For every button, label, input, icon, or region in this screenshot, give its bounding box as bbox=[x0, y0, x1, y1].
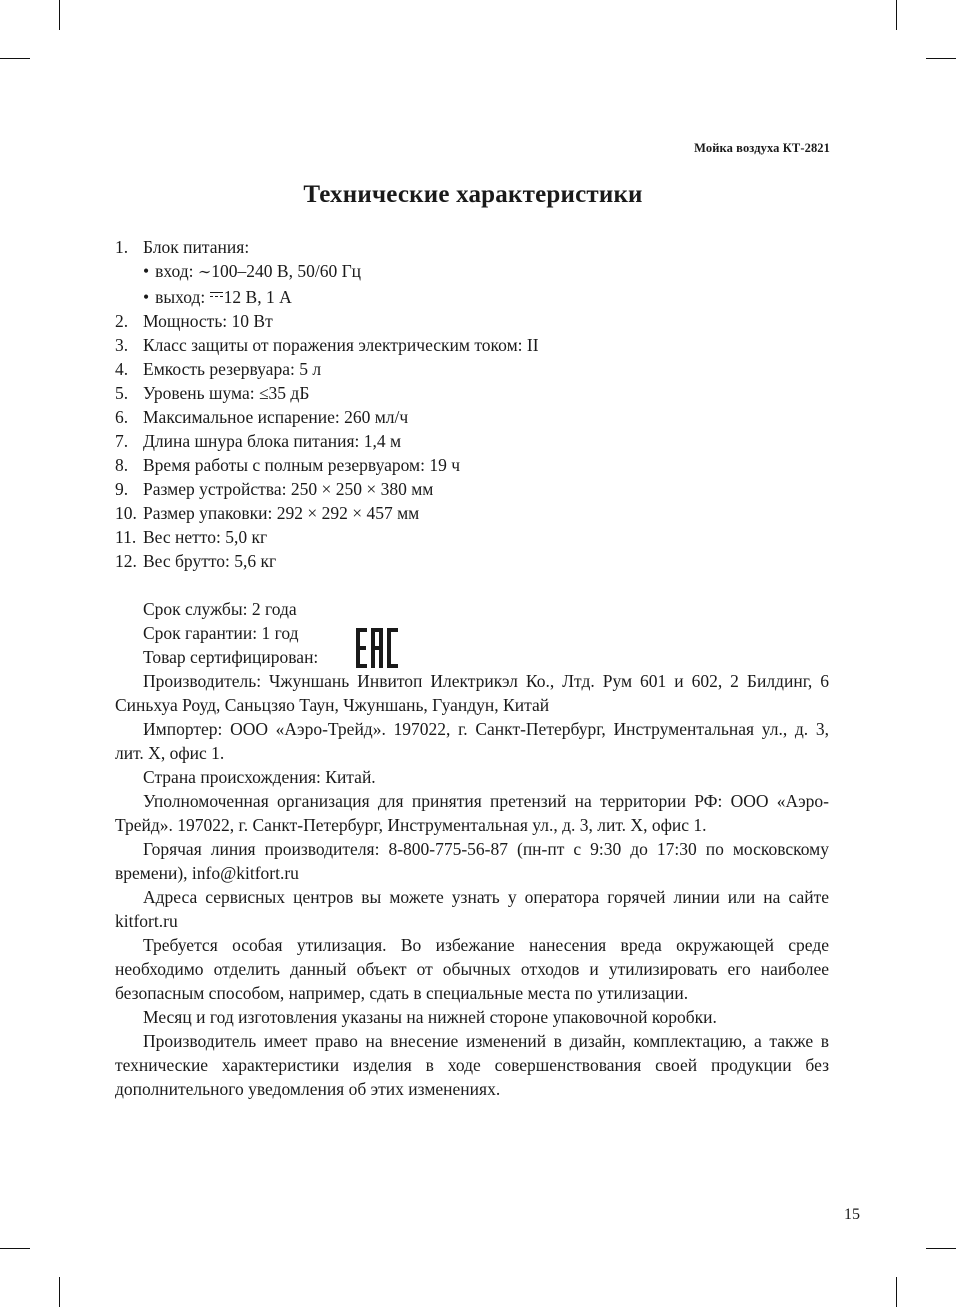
spec-item bbox=[115, 453, 829, 477]
spec-number: 10. bbox=[115, 503, 137, 523]
running-header: Мойка воздуха КТ-2821 bbox=[694, 141, 830, 155]
spec-number: 6. bbox=[115, 407, 129, 427]
spec-text: Вес брутто: 5,6 кг bbox=[143, 551, 277, 571]
crop-mark-top-left-horizontal bbox=[0, 58, 30, 59]
certified-label: Товар сертифицирован: bbox=[143, 647, 319, 667]
spec-item bbox=[115, 429, 829, 453]
power-output-label: выход: bbox=[155, 287, 206, 307]
spec-list bbox=[115, 235, 829, 259]
spec-text: Размер устройства: 250 × 250 × 380 мм bbox=[143, 479, 434, 499]
spec-item bbox=[115, 357, 829, 381]
crop-mark-bottom-left-horizontal bbox=[0, 1248, 30, 1249]
warranty: Срок гарантии: 1 год bbox=[143, 623, 299, 643]
crop-mark-top-left-vertical bbox=[59, 0, 60, 30]
spec-text: Уровень шума: ≤35 дБ bbox=[143, 383, 310, 403]
spec-item bbox=[115, 525, 829, 549]
power-input-label: вход: bbox=[155, 261, 194, 281]
power-input-value: 100–240 В, 50/60 Гц bbox=[211, 261, 362, 281]
spec-text: Максимальное испарение: 260 мл/ч bbox=[143, 407, 409, 427]
spec-number: 11. bbox=[115, 527, 137, 547]
spec-number: 3. bbox=[115, 335, 129, 355]
bullet: • bbox=[143, 287, 150, 307]
spec-text: Длина шнура блока питания: 1,4 м bbox=[143, 431, 402, 451]
power-input-item bbox=[115, 259, 829, 285]
service-life: Срок службы: 2 года bbox=[143, 599, 297, 619]
bullet: • bbox=[143, 261, 150, 281]
manufacture-date: Месяц и год изготовления указаны на нижней стороне упаковочной коробки. bbox=[143, 1007, 717, 1027]
spec-number: 9. bbox=[115, 479, 129, 499]
power-output-item bbox=[115, 285, 829, 309]
spec-item bbox=[115, 333, 829, 357]
hotline: Горячая линия производителя: 8-800-775-56-87 (пн-пт с 9:30 до 17:30 по московскому времени), info@kitfort.ru bbox=[115, 839, 829, 883]
spec-text: Мощность: 10 Вт bbox=[143, 311, 273, 331]
certification-row bbox=[115, 645, 829, 669]
spacer bbox=[115, 573, 829, 597]
spec-number: 8. bbox=[115, 455, 129, 475]
spec-number: 5. bbox=[115, 383, 129, 403]
document-body bbox=[115, 235, 829, 1101]
spec-text: Емкость резервуара: 5 л bbox=[143, 359, 322, 379]
spec-item bbox=[115, 501, 829, 525]
spec-number: 1. bbox=[115, 237, 129, 257]
spec-text: Класс защиты от поражения электрическим током: II bbox=[143, 335, 539, 355]
disposal-notice: Требуется особая утилизация. Во избежание нанесения вреда окружающей среде необходимо отделить данный объект от обычных отходов и утилизировать его наиболее безопасным способом, например, сдать в специальные места по утилизации. bbox=[115, 935, 829, 1003]
spec-number: 2. bbox=[115, 311, 129, 331]
service-centers: Адреса сервисных центров вы можете узнать у оператора горячей линии или на сайте kitfort.ru bbox=[115, 887, 829, 931]
claims-organization: Уполномоченная организация для принятия претензий на территории РФ: ООО «Аэро-Трейд». 197022, г. Санкт-Петербург, Инструментальная ул., д. 3, лит. Х, офис 1. bbox=[115, 791, 829, 835]
manufacturer: Производитель: Чжуншань Инвитоп Илектрикэл Ко., Лтд. Рум 601 и 602, 2 Билдинг, 6 Синьхуа Роуд, Саньцзяо Таун, Чжуншань, Гуандун, Китай bbox=[115, 671, 829, 715]
power-sub-list bbox=[115, 259, 829, 309]
spec-number: 4. bbox=[115, 359, 129, 379]
spec-number: 7. bbox=[115, 431, 129, 451]
changes-notice: Производитель имеет право на внесение изменений в дизайн, комплектацию, а также в технические характеристики изделия в ходе совершенствования своей продукции без дополнительного уведомления об этих изменениях. bbox=[115, 1031, 829, 1099]
spec-item bbox=[115, 309, 829, 333]
spec-item bbox=[115, 477, 829, 501]
ac-symbol-icon: ∼ bbox=[197, 264, 212, 281]
spec-item bbox=[115, 549, 829, 573]
page-number: 15 bbox=[844, 1206, 860, 1223]
spec-number: 12. bbox=[115, 551, 137, 571]
spec-list-continued bbox=[115, 309, 829, 573]
spec-text: Время работы с полным резервуаром: 19 ч bbox=[143, 455, 461, 475]
spec-item-power-supply bbox=[115, 235, 829, 259]
crop-mark-top-right-horizontal bbox=[926, 58, 956, 59]
importer: Импортер: ООО «Аэро-Трейд». 197022, г. Санкт-Петербург, Инструментальная ул., д. 3, лит. Х, офис 1. bbox=[115, 719, 829, 763]
crop-mark-bottom-right-vertical bbox=[896, 1277, 897, 1307]
spec-text: Блок питания: bbox=[143, 237, 250, 257]
power-output-value: 12 В, 1 А bbox=[223, 287, 292, 307]
country-of-origin: Страна происхождения: Китай. bbox=[143, 767, 376, 787]
page-title: Технические характеристики bbox=[303, 181, 643, 208]
eac-mark-icon bbox=[356, 628, 398, 668]
dc-symbol-icon bbox=[210, 291, 224, 301]
spec-item bbox=[115, 405, 829, 429]
crop-mark-bottom-left-vertical bbox=[59, 1277, 60, 1307]
crop-mark-top-right-vertical bbox=[896, 0, 897, 30]
spec-text: Размер упаковки: 292 × 292 × 457 мм bbox=[143, 503, 420, 523]
spec-item bbox=[115, 381, 829, 405]
spec-text: Вес нетто: 5,0 кг bbox=[143, 527, 268, 547]
crop-mark-bottom-right-horizontal bbox=[926, 1248, 956, 1249]
